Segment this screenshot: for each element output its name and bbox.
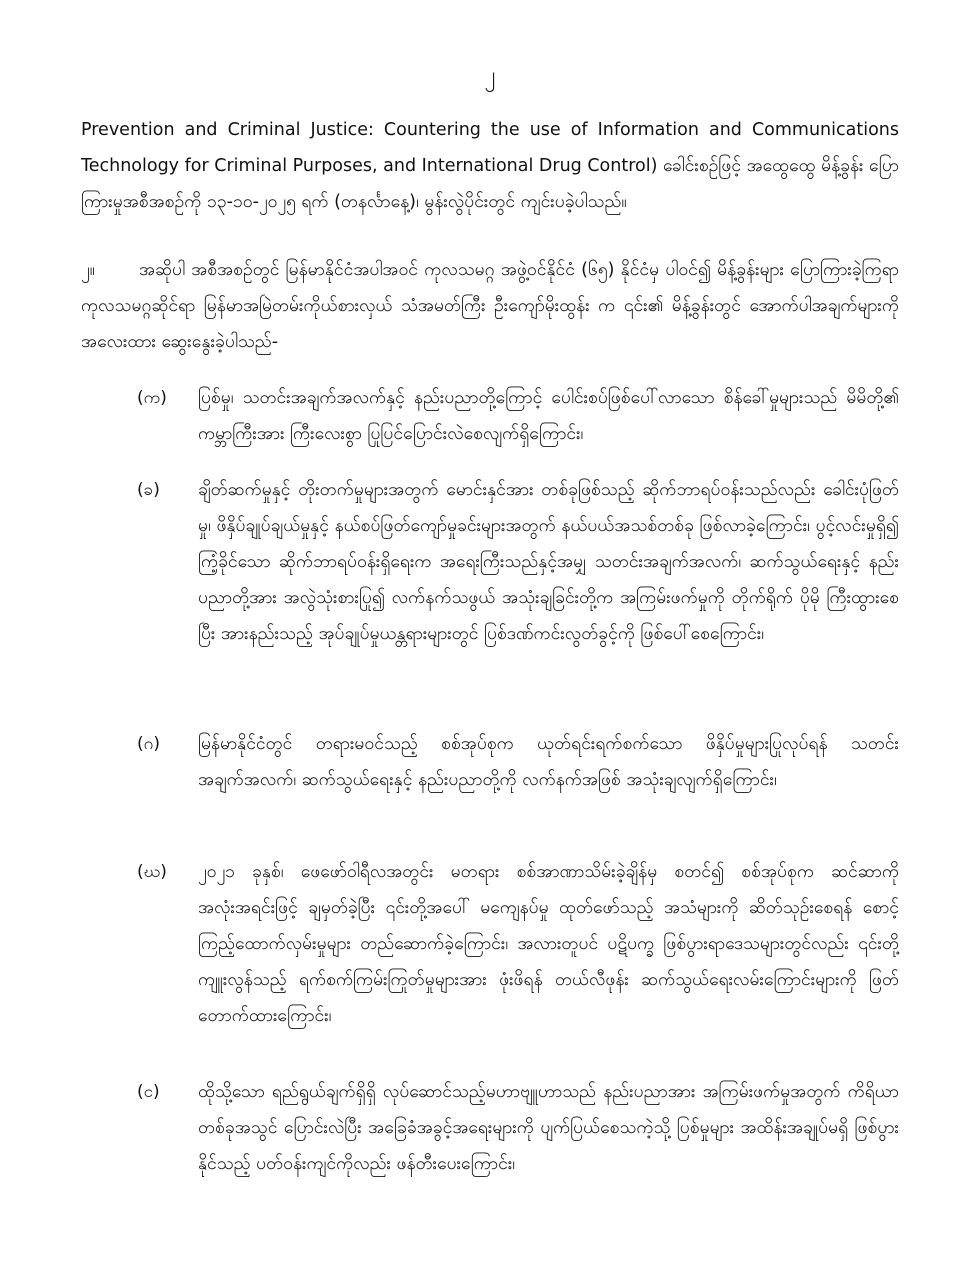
item-label: (င) bbox=[137, 1082, 160, 1102]
paragraph-2 bbox=[81, 252, 899, 360]
item-text: ၂၀၂၁ ခုနှစ်၊ ဖေဖော်ဝါရီလအတွင်း မတရား စစ်အာဏာသိမ်းခဲ့ချိန်မှ စတင်၍ စစ်အုပ်စုက ဆင်ဆာကို အလုံးအရင်းဖြင့် ချမှတ်ခဲ့ပြီး ၎င်းတို့အပေါ် မကျေနပ်မှု ထုတ်ဖော်သည့် အသံများကို ဆိတ်သုဉ်းစေရန် စောင့်ကြည့်ထောက်လှမ်းမှုများ တည်ဆောက်ခဲ့ကြောင်း၊ အလားတူပင် ပဋိပက္ခ ဖြစ်ပွားရာဒေသများတွင်လည်း ၎င်းတို့ ကျူးလွန်သည့် ရက်စက်ကြမ်းကြုတ်မှုများအား ဖုံးဖိရန် တယ်လီဖုန်း ဆက်သွယ်ရေးလမ်းကြောင်းများကို ဖြတ်တောက်ထားကြောင်း၊ bbox=[198, 862, 899, 1026]
item-text: ထိုသို့သော ရည်ရွယ်ချက်ရှိရှိ လုပ်ဆောင်သည့်မဟာဗျူဟာသည် နည်းပညာအား အကြမ်းဖက်မှုအတွက် ကိရိယာတစ်ခုအသွင် ပြောင်းလဲပြီး အခြေခံအခွင့်အရေးများကို ပျက်ပြယ်စေသကဲ့သို့ ပြစ်မှုများ အထိန်းအချုပ်မရှိ ဖြစ်ပွားနိုင်သည့် ပတ်ဝန်းကျင်ကိုလည်း ဖန်တီးပေးကြောင်း၊ bbox=[198, 1082, 899, 1174]
page-number: ၂ bbox=[484, 63, 496, 88]
intro-paragraph: Prevention and Criminal Justice: Countering the use of Information and Communications Technology for Criminal Purposes, and International Drug Control) ခေါင်းစဉ်ဖြင့် အထွေထွေ မိန့်ခွန်း ပြောကြားမှုအစီအစဉ်ကို ၁၃-၁၀-၂၀၂၅ ရက် (တနင်္လာနေ့)၊ မွန်းလွဲပိုင်းတွင် ကျင်းပခဲ့ပါသည်။ bbox=[81, 120, 899, 212]
item-text: ပြစ်မှု၊ သတင်းအချက်အလက်နှင့် နည်းပညာတို့ကြောင့် ပေါင်းစပ်ဖြစ်ပေါ်လာသော စိန်ခေါ်မှုများသည် မိမိတို့၏ ကမ္ဘာကြီးအား ကြီးလေးစွာ ပြုပြင်ပြောင်းလဲစေလျက်ရှိကြောင်း၊ bbox=[198, 388, 899, 444]
paragraph-number: ၂။ bbox=[81, 260, 95, 280]
item-label: (ခ) bbox=[137, 480, 160, 500]
item-text: ချိတ်ဆက်မှုနှင့် တိုးတက်မှုများအတွက် မောင်းနှင်အား တစ်ခုဖြစ်သည့် ဆိုက်ဘာရပ်ဝန်းသည်လည်း ခေါင်းပုံဖြတ်မှု၊ ဖိနှိပ်ချုပ်ချယ်မှုနှင့် နယ်စပ်ဖြတ်ကျော်မှုခင်းများအတွက် နယ်ပယ်အသစ်တစ်ခု ဖြစ်လာခဲ့ကြောင်း၊ ပွင့်လင်းမှုရှိ၍ ကြံ့ခိုင်သော ဆိုက်ဘာရပ်ဝန်းရှိရေးက အရေးကြီးသည်နှင့်အမျှ သတင်းအချက်အလက်၊ ဆက်သွယ်ရေးနှင့် နည်းပညာတို့အား အလွဲသုံးစားပြု၍ လက်နက်သဖွယ် အသုံးချခြင်းတို့က အကြမ်းဖက်မှုကို တိုက်ရိုက် ပိုမို ကြီးထွားစေပြီး အားနည်းသည့် အုပ်ချုပ်မှုယန္တရားများတွင် ပြစ်ဒဏ်ကင်းလွတ်ခွင့်ကို ဖြစ်ပေါ်စေကြောင်း၊ bbox=[198, 480, 899, 644]
item-label: (ဃ) bbox=[137, 862, 167, 882]
paragraph-text: အဆိုပါ အစီအစဉ်တွင် မြန်မာနိုင်ငံအပါအဝင် ကုလသမဂ္ဂ အဖွဲ့ဝင်နိုင်ငံ (၆၅) နိုင်ငံမှ ပါဝင်၍ မိန့်ခွန်းများ ပြောကြားခဲ့ကြရာ ကုလသမဂ္ဂဆိုင်ရာ မြန်မာအမြဲတမ်းကိုယ်စားလှယ် သံအမတ်ကြီး ဦးကျော်မိုးထွန်း က ၎င်း၏ မိန့်ခွန်းတွင် အောက်ပါအချက်များကို အလေးထား ဆွေးနွေးခဲ့ပါသည်- bbox=[81, 260, 899, 352]
item-text: မြန်မာနိုင်ငံတွင် တရားမဝင်သည့် စစ်အုပ်စုက ယုတ်ရင်းရက်စက်သော ဖိနှိပ်မှုများပြုလုပ်ရန် သတင်းအချက်အလက်၊ ဆက်သွယ်ရေးနှင့် နည်းပညာတို့ကို လက်နက်အဖြစ် အသုံးချလျက်ရှိကြောင်း၊ bbox=[198, 734, 899, 790]
item-label: (က) bbox=[137, 388, 167, 408]
item-label: (ဂ) bbox=[137, 734, 160, 754]
